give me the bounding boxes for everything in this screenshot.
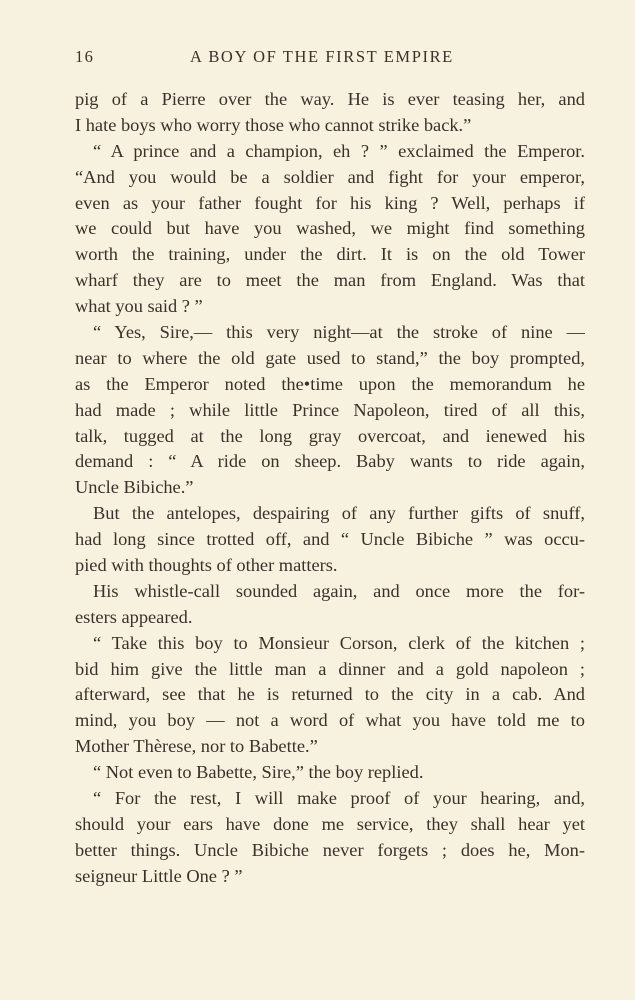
text-line: as the Emperor noted the•time upon the memorandum he	[75, 373, 585, 394]
text-line: “ Not even to Babette, Sire,” the boy replied.	[93, 762, 424, 783]
text-line: “ Take this boy to Monsieur Corson, clerk of the kitchen ;	[93, 632, 585, 653]
paragraph	[75, 579, 585, 631]
text-line: even as your father fought for his king ? Well, perhaps if	[75, 192, 585, 213]
text-line: pig of a Pierre over the way. He is ever teasing her, and	[75, 89, 585, 109]
text-line: Mother Thèrese, nor to Babette.”	[75, 736, 318, 757]
text-line: demand : “ A ride on sheep. Baby wants to ride again,	[75, 451, 585, 472]
text-line: “And you would be a soldier and fight for your emperor,	[75, 166, 585, 187]
body-text	[75, 87, 585, 890]
paragraph	[75, 87, 585, 139]
text-line: His whistle-call sounded again, and once more the for-	[93, 580, 585, 601]
paragraph	[75, 786, 585, 890]
paragraph	[75, 631, 585, 760]
text-line: mind, you boy — not a word of what you have told me to	[75, 710, 585, 731]
text-line: better things. Uncle Bibiche never forgets ; does he, Mon-	[75, 839, 585, 860]
text-line: Uncle Bibiche.”	[75, 477, 194, 498]
text-line: should your ears have done me service, they shall hear yet	[75, 813, 585, 834]
text-line: “ A prince and a champion, eh ? ” exclaimed the Emperor.	[93, 140, 585, 161]
running-title: A BOY OF THE FIRST EMPIRE	[190, 47, 454, 66]
page-number: 16	[75, 47, 95, 66]
text-line: “ For the rest, I will make proof of your hearing, and,	[93, 788, 585, 809]
paragraph	[75, 760, 585, 786]
paragraph	[75, 501, 585, 579]
text-line: talk, tugged at the long gray overcoat, and ienewed his	[75, 425, 585, 446]
text-line: seigneur Little One ? ”	[75, 865, 243, 886]
text-line: worth the training, under the dirt. It is on the old Tower	[75, 244, 585, 265]
text-line: we could but have you washed, we might find something	[75, 218, 585, 239]
text-line: “ Yes, Sire,— this very night—at the stroke of nine —	[93, 322, 585, 343]
text-line: what you said ? ”	[75, 296, 203, 317]
text-line: esters appeared.	[75, 606, 193, 627]
text-line: I hate boys who worry those who cannot strike back.”	[75, 114, 472, 135]
text-line: afterward, see that he is returned to the city in a cab. And	[75, 684, 585, 705]
paragraph	[75, 320, 585, 501]
text-line: wharf they are to meet the man from England. Was that	[75, 270, 585, 291]
paragraph	[75, 139, 585, 320]
text-line: had long since trotted off, and “ Uncle Bibiche ” was occu-	[75, 529, 585, 550]
text-line: had made ; while little Prince Napoleon, tired of all this,	[75, 399, 585, 420]
text-line: bid him give the little man a dinner and a gold napoleon ;	[75, 658, 585, 679]
running-head	[75, 47, 585, 71]
text-line: But the antelopes, despairing of any further gifts of snuff,	[93, 503, 585, 524]
text-line: near to where the old gate used to stand,” the boy prompted,	[75, 347, 585, 368]
text-line: pied with thoughts of other matters.	[75, 555, 338, 576]
